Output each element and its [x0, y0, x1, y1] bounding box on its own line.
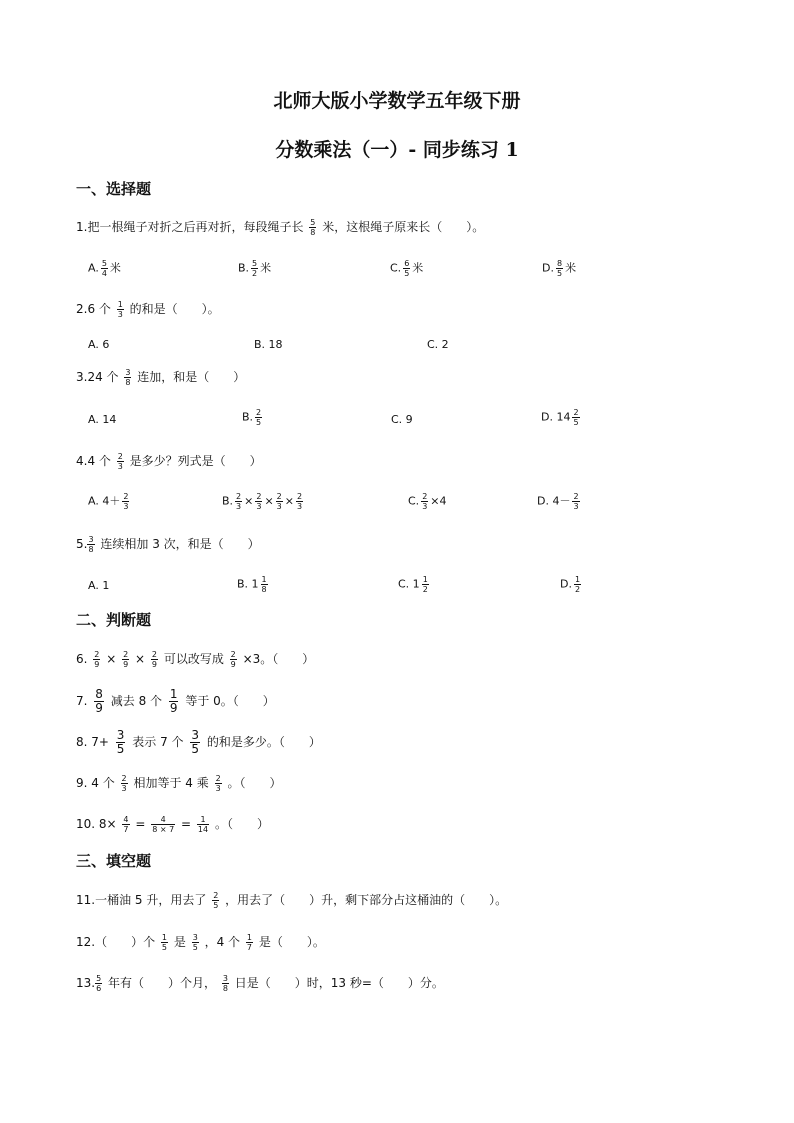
option-c: [398, 575, 431, 594]
numerator: 2: [236, 492, 242, 501]
question-5: [76, 535, 260, 554]
numerator: 1: [117, 300, 123, 309]
fraction: [422, 575, 429, 594]
fraction: [261, 575, 268, 594]
option-label: C.: [390, 261, 402, 275]
numerator: 2: [256, 492, 262, 501]
numerator: 5: [96, 974, 102, 983]
option-d: [560, 575, 583, 594]
question-1: [76, 218, 484, 237]
denominator: 2: [252, 269, 258, 278]
question-text: 3.24 个: [76, 370, 119, 384]
question-text: 8. 7+: [76, 735, 109, 749]
fraction: [93, 650, 100, 669]
option-label: D.: [560, 577, 572, 591]
question-text: 4.4 个: [76, 454, 111, 468]
denominator: 9: [230, 660, 236, 669]
question-text: 米，这根绳子原来长（ ）。: [322, 220, 485, 234]
denominator: 8: [125, 378, 131, 387]
times-sign: ×: [264, 494, 274, 508]
fraction: [101, 259, 108, 278]
numerator: 4: [123, 815, 129, 824]
question-text: 。（ ）: [214, 817, 269, 831]
fraction: [276, 492, 283, 511]
option-a: [88, 259, 121, 278]
question-text: 10. 8×: [76, 817, 117, 831]
question-text: 减去 8 个: [110, 694, 163, 708]
numerator: 3: [222, 974, 228, 983]
question-text: ×3。（ ）: [242, 652, 315, 666]
question-text: 等于 0。（ ）: [185, 694, 275, 708]
denominator: 3: [276, 502, 282, 511]
denominator: 7: [123, 825, 129, 834]
numerator: 1: [197, 815, 209, 825]
numerator: 4: [151, 815, 175, 825]
denominator: 5: [116, 742, 125, 756]
denominator: 5: [573, 418, 579, 427]
fraction: [556, 259, 563, 278]
denominator: 6: [96, 984, 102, 993]
question-8: [76, 729, 321, 756]
question-text: 可以改写成: [163, 652, 224, 666]
question-13: [76, 974, 444, 993]
denominator: 8 × 7: [152, 825, 175, 834]
option-b: [222, 492, 305, 511]
option-c: C. 2: [427, 338, 449, 351]
option-label: B.: [238, 261, 250, 275]
fraction: [151, 815, 175, 834]
question-text: 是（ ）。: [258, 935, 325, 949]
numerator: 8: [95, 687, 103, 701]
denominator: 8: [310, 228, 316, 237]
option-c: [390, 259, 423, 278]
numerator: 5: [101, 259, 107, 268]
option-b: B. 18: [254, 338, 283, 351]
option-a: A. 6: [88, 338, 110, 351]
option-label: B.: [242, 410, 254, 424]
denominator: 5: [191, 742, 199, 756]
numerator: 2: [276, 492, 282, 501]
numerator: 2: [117, 452, 123, 461]
fraction: [192, 933, 199, 952]
question-6: [76, 650, 314, 669]
numerator: 3: [116, 728, 125, 742]
question-3: [76, 368, 245, 387]
fraction: [212, 891, 219, 910]
numerator: 2: [94, 650, 100, 659]
fraction: [95, 974, 102, 993]
fraction: [94, 688, 104, 715]
fraction: [117, 300, 124, 319]
denominator: 9: [151, 660, 157, 669]
question-4: [76, 452, 262, 471]
question-12: [76, 933, 325, 952]
option-label: C. 1: [398, 577, 420, 591]
fraction: [255, 408, 262, 427]
numerator: 8: [556, 259, 563, 268]
option-a: A. 1: [88, 579, 110, 592]
question-text: 连加，和是（ ）: [137, 370, 246, 384]
document-subtitle: 分数乘法（一）- 同步练习 1: [275, 139, 519, 161]
denominator: 9: [94, 660, 100, 669]
denominator: 5: [256, 418, 262, 427]
times-sign: ×: [284, 494, 294, 508]
option-tail: ×4: [430, 494, 447, 508]
denominator: 8: [88, 545, 94, 554]
denominator: 5: [161, 943, 168, 952]
question-text: 9. 4 个: [76, 776, 115, 790]
option-b: [237, 575, 270, 594]
option-label: B. 1: [237, 577, 259, 591]
question-text: ，4 个: [204, 935, 241, 949]
option-label: A. 4＋: [88, 494, 121, 508]
question-text: 表示 7 个: [132, 735, 184, 749]
question-text: 日是（ ）时，13 秒=（ ）分。: [234, 976, 444, 990]
denominator: 5: [404, 269, 410, 278]
fraction: [116, 729, 126, 756]
times-sign: ×: [244, 494, 254, 508]
question-text: 12.（ ）个: [76, 935, 156, 949]
question-text: 5.: [76, 537, 88, 551]
unit: 米: [412, 261, 424, 275]
numerator: 1: [574, 575, 581, 584]
numerator: 2: [215, 774, 221, 783]
section-heading-fill: 三、填空题: [76, 852, 152, 870]
fraction: [87, 535, 94, 554]
option-label: D. 14: [541, 410, 571, 424]
question-text: 13.: [76, 976, 96, 990]
option-a: A. 14: [88, 413, 117, 426]
unit: 米: [109, 261, 121, 275]
question-text: 相加等于 4 乘: [133, 776, 209, 790]
denominator: 3: [117, 310, 123, 319]
question-text: 。（ ）: [227, 776, 282, 790]
numerator: 1: [161, 933, 168, 942]
numerator: 5: [252, 259, 258, 268]
fraction: [122, 815, 129, 834]
denominator: 3: [123, 502, 129, 511]
numerator: 2: [573, 492, 579, 501]
numerator: 5: [310, 218, 316, 227]
numerator: 3: [88, 535, 94, 544]
option-a: [88, 492, 131, 511]
document-title: 北师大版小学数学五年级下册: [273, 90, 521, 112]
numerator: 2: [296, 492, 303, 501]
fraction: [190, 729, 200, 756]
numerator: 1: [246, 933, 252, 942]
denominator: 5: [192, 943, 198, 952]
question-text: 的和是多少。（ ）: [206, 735, 321, 749]
question-text: 是: [173, 935, 186, 949]
question-text: 连续相加 3 次，和是（ ）: [100, 537, 260, 551]
denominator: 8: [261, 585, 267, 594]
denominator: 5: [213, 901, 219, 910]
denominator: 3: [236, 502, 242, 511]
times-sign: ×: [135, 652, 146, 666]
fraction: [117, 452, 124, 471]
question-text: 1.把一根绳子对折之后再对折，每段绳子长: [76, 220, 304, 234]
fraction: [230, 650, 237, 669]
question-text: 7.: [76, 694, 88, 708]
fraction: [161, 933, 168, 952]
question-2: [76, 300, 220, 319]
numerator: 1: [422, 575, 428, 584]
numerator: 6: [404, 259, 410, 268]
option-c: [408, 492, 447, 511]
question-text: 的和是（ ）。: [129, 302, 220, 316]
fraction: [574, 575, 581, 594]
numerator: 2: [230, 650, 236, 659]
question-7: [76, 688, 275, 715]
fraction: [122, 650, 129, 669]
denominator: 8: [222, 984, 228, 993]
question-text: 6.: [76, 652, 88, 666]
denominator: 9: [169, 701, 178, 715]
fraction: [251, 259, 258, 278]
fraction: [246, 933, 253, 952]
equals-sign: =: [181, 817, 192, 831]
denominator: 3: [215, 784, 221, 793]
option-b: [242, 408, 264, 427]
unit: 米: [260, 261, 272, 275]
denominator: 7: [246, 943, 252, 952]
question-text: 2.6 个: [76, 302, 111, 316]
numerator: 3: [192, 933, 198, 942]
fraction: [403, 259, 410, 278]
numerator: 1: [169, 687, 178, 701]
fraction: [235, 492, 242, 511]
fraction: [151, 650, 158, 669]
fraction: [215, 774, 222, 793]
denominator: 2: [574, 585, 581, 594]
fraction: [572, 492, 579, 511]
fraction: [421, 492, 428, 511]
numerator: 2: [123, 492, 129, 501]
question-text: 是多少？列式是（ ）: [129, 454, 262, 468]
numerator: 3: [191, 728, 199, 742]
denominator: 3: [121, 784, 127, 793]
denominator: 3: [296, 502, 303, 511]
equals-sign: =: [135, 817, 146, 831]
denominator: 3: [256, 502, 262, 511]
option-label: D.: [542, 261, 554, 275]
denominator: 3: [573, 502, 579, 511]
option-b: [238, 259, 271, 278]
fraction: [169, 688, 179, 715]
denominator: 2: [422, 585, 428, 594]
denominator: 14: [197, 825, 209, 834]
times-sign: ×: [106, 652, 117, 666]
fraction: [124, 368, 131, 387]
unit: 米: [565, 261, 577, 275]
fraction: [197, 815, 209, 834]
fraction: [121, 774, 128, 793]
denominator: 4: [101, 269, 107, 278]
question-text: 年有（ ）个月，: [108, 976, 217, 990]
fraction: [122, 492, 129, 511]
question-9: [76, 774, 282, 793]
numerator: 2: [151, 650, 157, 659]
numerator: 2: [422, 492, 428, 501]
section-heading-choice: 一、选择题: [76, 180, 152, 198]
numerator: 2: [121, 774, 127, 783]
numerator: 2: [213, 891, 219, 900]
numerator: 1: [261, 575, 267, 584]
fraction: [296, 492, 303, 511]
question-text: ，用去了（ ）升，剩下部分占这桶油的（ ）。: [225, 893, 508, 907]
option-label: C.: [408, 494, 420, 508]
denominator: 9: [123, 660, 129, 669]
option-label: D. 4－: [537, 494, 571, 508]
option-d: [542, 259, 576, 278]
fraction: [222, 974, 229, 993]
fraction: [255, 492, 262, 511]
option-d: [537, 492, 582, 511]
denominator: 9: [95, 701, 103, 715]
numerator: 2: [123, 650, 129, 659]
numerator: 2: [573, 408, 579, 417]
fraction: [309, 218, 316, 237]
section-heading-judge: 二、判断题: [76, 611, 152, 629]
denominator: 5: [556, 269, 563, 278]
question-text: 11.一桶油 5 升，用去了: [76, 893, 207, 907]
question-11: [76, 891, 507, 910]
option-label: A.: [88, 261, 99, 275]
numerator: 3: [125, 368, 131, 377]
question-10: [76, 815, 269, 834]
option-d: [541, 408, 582, 427]
numerator: 2: [256, 408, 262, 417]
option-c: C. 9: [391, 413, 413, 426]
fraction: [572, 408, 579, 427]
option-label: B.: [222, 494, 234, 508]
denominator: 3: [422, 502, 428, 511]
denominator: 3: [117, 462, 123, 471]
